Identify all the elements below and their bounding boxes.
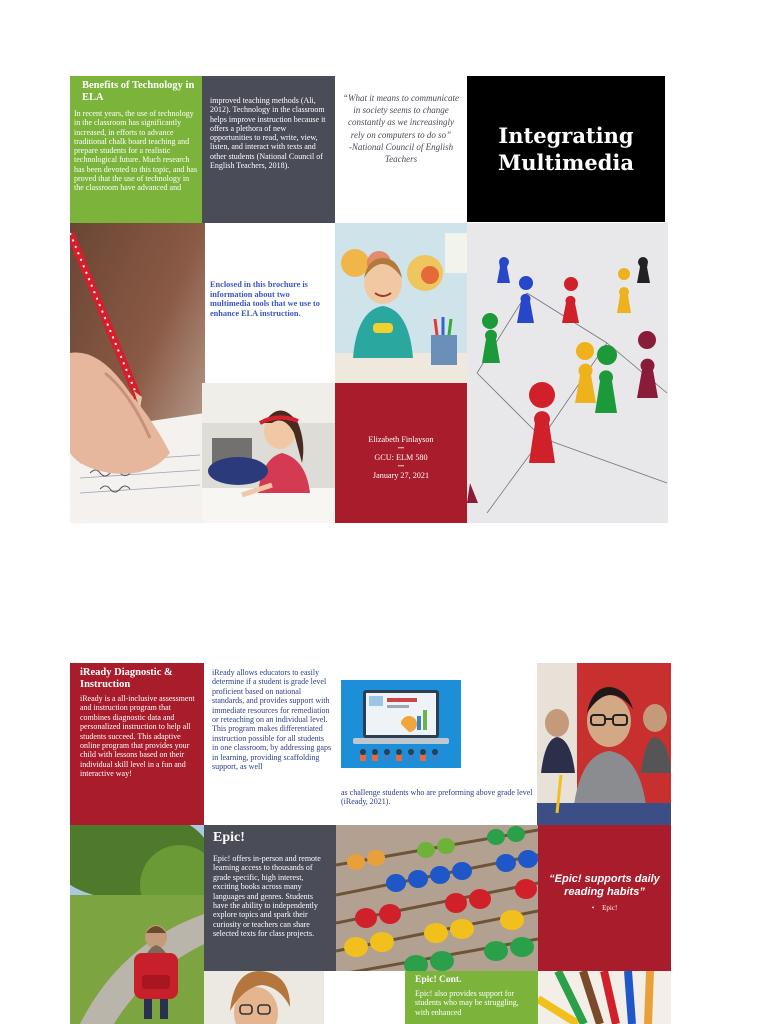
epic-cont-box — [405, 971, 538, 1024]
pencils-photo — [538, 971, 671, 1024]
epic-box — [204, 825, 336, 971]
writing-photo — [70, 223, 205, 523]
author-separator: ••• — [397, 463, 405, 470]
iready-continued-tail: as challenge students who are preforming above grade level (iReady, 2021). — [341, 788, 533, 807]
quote-text: “What it means to communicate in society seems to change constantly as we increasingly rely on computers to do so” — [343, 93, 459, 140]
laptop-illustration — [341, 680, 461, 768]
benefits-heading: Benefits of Technology in ELA — [82, 80, 195, 103]
boy-glasses-photo — [537, 663, 671, 825]
benefits-box — [70, 76, 202, 223]
epic-quote-box — [538, 825, 671, 971]
epic-quote-text: “Epic! supports daily reading habits” — [549, 873, 660, 898]
benefits-body: In recent years, the use of technology in the classroom has significantly increased, in efforts to advance traditional chalk board teaching and prepare students for a realistic technological future. Much research has been devoted to this topic, and has proved that the use of technology in the classroom have advanced and — [74, 109, 198, 193]
bullet-icon: • — [591, 904, 595, 912]
epic-cont-body: Epic! also provides support for students who may be struggling, with enhanced — [415, 989, 519, 1017]
author-box — [335, 383, 467, 523]
girl-photo — [202, 383, 335, 523]
quote-box — [343, 92, 459, 212]
iready-continued — [212, 668, 332, 808]
epic-quote-source: Epic! — [602, 904, 618, 912]
epic-quote-source-row — [548, 904, 661, 913]
author-name: Elizabeth Finlayson — [368, 435, 434, 444]
teacher-photo — [204, 971, 404, 1024]
iready-heading: iReady Diagnostic & Instruction — [80, 667, 173, 690]
game-pieces-photo — [467, 223, 668, 523]
author-course: GCU: ELM 580 — [374, 452, 428, 462]
author-date: January 27, 2021 — [372, 470, 430, 480]
epic-cont-heading: Epic! Cont. — [415, 975, 462, 985]
iready-box — [70, 663, 204, 825]
benefits-continued-box — [202, 76, 335, 223]
epic-heading: Epic! — [213, 830, 245, 845]
backpack-photo — [70, 825, 204, 1024]
author-separator: ••• — [397, 445, 405, 452]
enclosed-text: Enclosed in this brochure is information about two multimedia tools that we use to enhance ELA instruction. — [210, 280, 320, 319]
cover-title: Integrating Multimedia — [497, 123, 635, 175]
iready-continued-tail-box — [341, 788, 533, 812]
iready-continued-body: iReady allows educators to easily determine if a student is grade level proficient based on national standards, and provides support with immediate resources for remediation or reteaching on an individual level. This program makes differentiated instruction possible for all students in one classroom, by addressing gaps in learning, providing scaffolding support, as well — [212, 668, 332, 772]
iready-body: iReady is a all-inclusive assessment and instruction program that combines diagnostic data and personalized instruction to help all students succeed. This adaptive online program that provides your child with lessons based on their individual skill level in a fun and interactive way! — [80, 694, 195, 779]
epic-body: Epic! offers in-person and remote learning access to thousands of grade specific, high interest, exciting books across many languages and genres. Students have the ability to independently explore topics and spark their curiosity or teachers can share selected texts for class projects. — [213, 854, 321, 939]
benefits-continued-body: improved teaching methods (Ali, 2012). Technology in the classroom helps improve instruction because it offers a plethora of new opportunities to read, write, view, listen, and interact with texts and other students (National Council of English Teachers, 2018). — [210, 96, 326, 171]
boy-photo — [335, 223, 467, 383]
abacus-photo — [336, 825, 538, 971]
quote-attribution: -National Council of English Teachers — [348, 141, 454, 165]
cover-title-box — [467, 76, 665, 222]
